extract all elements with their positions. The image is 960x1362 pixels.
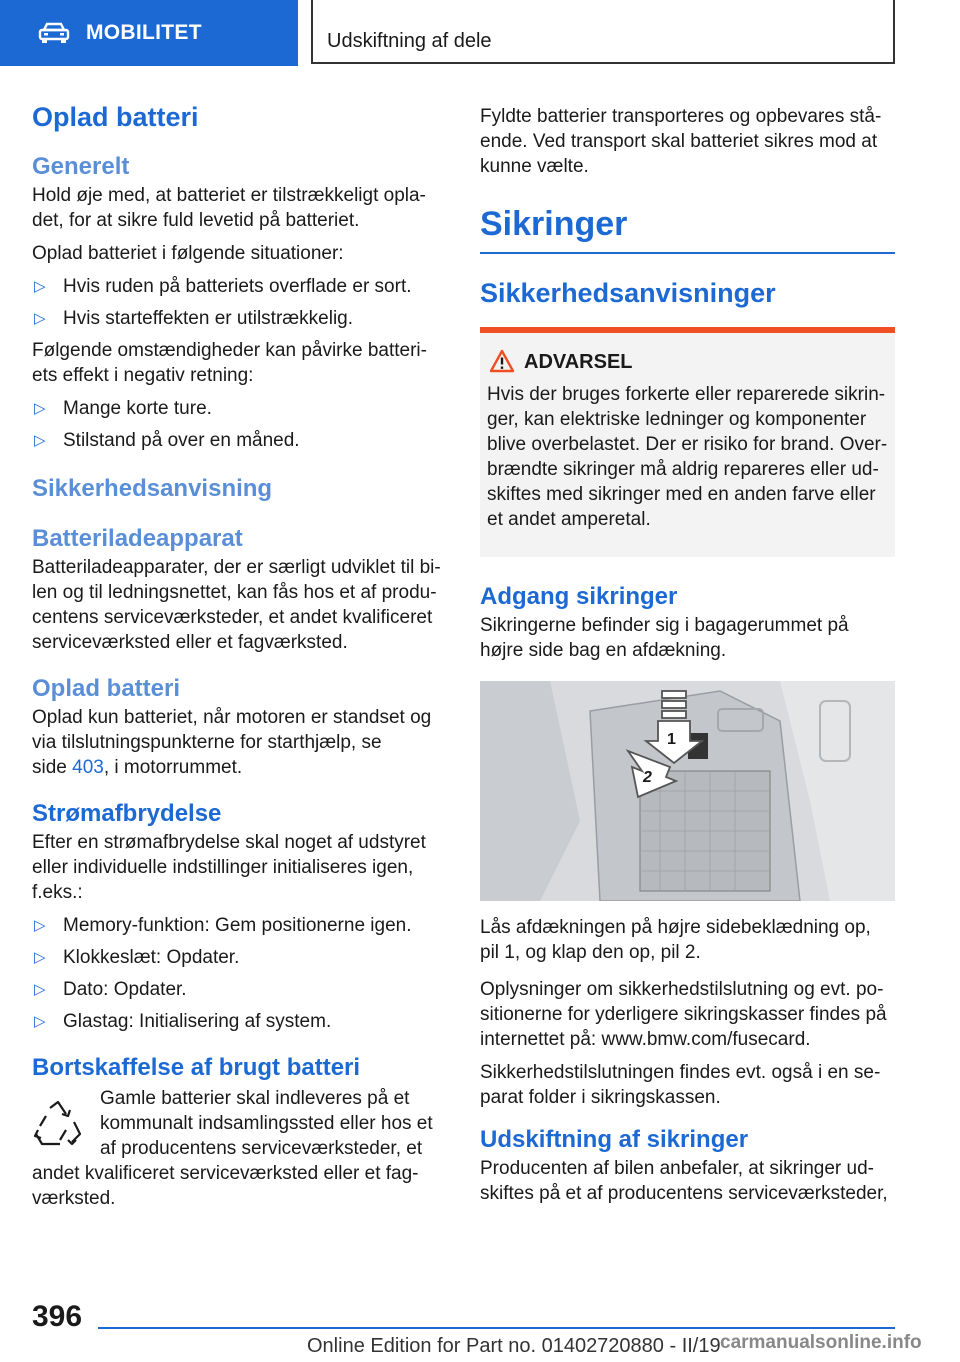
warning-box xyxy=(480,327,895,557)
page-title: Udskiftning af dele xyxy=(327,30,492,52)
heading-sikringer: Sikringer xyxy=(480,205,628,243)
list-item: ▷ Hvis starteffekten er utilstrækkelig. xyxy=(34,308,354,329)
bullet-triangle-icon: ▷ xyxy=(34,400,46,417)
paragraph-sikkerhedstilslutning: Sikkerhedstilslutningen findes evt. også i en se- parat folder i sikringskassen. xyxy=(480,1062,881,1108)
paragraph-situationer: Oplad batteriet i følgende situationer: xyxy=(32,243,344,264)
paragraph-adgang: Sikringerne befinder sig i bagagerummet på højre side bag en afdækning. xyxy=(480,615,849,661)
paragraph-las: Lås afdækningen på højre sidebeklædning op, pil 1, og klap den op, pil 2. xyxy=(480,917,871,963)
page-link-403[interactable]: 403 xyxy=(72,757,104,778)
warning-title: ADVARSEL xyxy=(524,351,633,373)
arrow-label-2: 2 xyxy=(643,769,652,786)
heading-generelt: Generelt xyxy=(32,153,130,180)
list-item: ▷ Dato: Opdater. xyxy=(34,979,187,1000)
footer-rule xyxy=(98,1327,895,1329)
heading-oplad-batteri: Oplad batteri xyxy=(32,102,199,132)
recycle-icon xyxy=(32,1100,84,1150)
paragraph-generelt: Hold øje med, at batteriet er tilstrækkeligt opla- det, for at sikre fuld levetid på batteriet. xyxy=(32,185,426,231)
heading-adgang-sikringer: Adgang sikringer xyxy=(480,583,678,610)
watermark: carmanualsonline.info xyxy=(720,1332,922,1353)
paragraph-omstaendigheder: Følgende omstændigheder kan påvirke batteri- ets effekt i negativ retning: xyxy=(32,340,427,386)
bullet-triangle-icon: ▷ xyxy=(34,310,46,327)
edition-text: Online Edition for Part no. 01402720880 - II/19 xyxy=(307,1335,721,1357)
list-item: ▷ Hvis ruden på batteriets overflade er sort. xyxy=(34,276,412,297)
heading-stromafbrydelse: Strømafbrydelse xyxy=(32,800,222,827)
paragraph-stromafbrydelse: Efter en strømafbrydelse skal noget af udstyret eller individuelle indstillinger initialiseres igen, f.eks.: xyxy=(32,832,426,903)
arrow-label-1: 1 xyxy=(667,731,676,748)
heading-oplad-batteri-2: Oplad batteri xyxy=(32,675,181,702)
paragraph-batteriladeapparat: Batteriladeapparater, der er særligt udviklet til bi- len og til ledningsnettet, kan fås hos et af produ- centens serviceværksteder, et andet kvalificeret serviceværksted eller et fagværksted. xyxy=(32,557,441,653)
left-column xyxy=(32,96,444,1211)
bullet-triangle-icon: ▷ xyxy=(34,981,46,998)
trunk-fuse-illustration xyxy=(480,681,895,901)
right-column xyxy=(480,104,895,1206)
paragraph-udskiftning: Producenten af bilen anbefaler, at sikringer ud- skiftes på et af producentens serviceværksteder, xyxy=(480,1158,888,1204)
warning-triangle-icon xyxy=(489,349,515,373)
heading-udskiftning-sikringer: Udskiftning af sikringer xyxy=(480,1126,749,1153)
paragraph-oplad-batteri: Oplad kun batteriet, når motoren er standset og via tilslutningspunkterne for starthjælp, se side 403, i motorrummet. xyxy=(32,707,432,778)
list-item: ▷ Memory-funktion: Gem positionerne igen. xyxy=(34,915,412,936)
page-title-tab xyxy=(311,0,895,64)
bullet-triangle-icon: ▷ xyxy=(34,949,46,966)
heading-sikkerhedsanvisning: Sikkerhedsanvisning xyxy=(32,475,273,502)
paragraph-bortskaffelse-a: Gamle batterier skal indleveres på et kommunalt indsamlingssted eller hos et af producentens serviceværksteder, et xyxy=(100,1088,433,1159)
section-tab xyxy=(0,0,298,66)
bullet-triangle-icon: ▷ xyxy=(34,432,46,449)
car-icon xyxy=(38,22,70,44)
page-header xyxy=(0,0,960,66)
bullet-triangle-icon: ▷ xyxy=(34,278,46,295)
warning-bar xyxy=(480,327,895,333)
disposal-block xyxy=(32,1086,444,1211)
list-item: ▷ Glastag: Initialisering af system. xyxy=(34,1011,332,1032)
bullet-triangle-icon: ▷ xyxy=(34,917,46,934)
list-item: ▷ Klokkeslæt: Opdater. xyxy=(34,947,240,968)
list-item: ▷ Mange korte ture. xyxy=(34,398,212,419)
paragraph-oplysninger: Oplysninger om sikkerhedstilslutning og evt. po- sitionerne for yderligere sikringskasser findes på internettet på: www.bmw.com/fusecard. xyxy=(480,979,887,1050)
heading-sikkerhedsanvisninger: Sikkerhedsanvisninger xyxy=(480,278,776,308)
heading-bortskaffelse: Bortskaffelse af brugt batteri xyxy=(32,1054,361,1081)
paragraph-fyldte-batterier: Fyldte batterier transporteres og opbevares stå- ende. Ved transport skal batteriet sikres mod at kunne vælte. xyxy=(480,106,882,177)
paragraph-bortskaffelse-b: andet kvalificeret serviceværksted eller et fag- værksted. xyxy=(32,1163,419,1209)
bullet-triangle-icon: ▷ xyxy=(34,1013,46,1030)
section-label: MOBILITET xyxy=(86,21,202,44)
warning-text: Hvis der bruges forkerte eller reparerede sikrin- ger, kan elektriske ledninger og komponenter blive overbelastet. Der er risiko for brand. Over- brændte sikringer må aldrig repareres eller ud- skiftes med sikringer med en anden farve eller et andet amperetal. xyxy=(487,384,888,530)
list-item: ▷ Stilstand på over en måned. xyxy=(34,430,300,451)
heading-batteriladeapparat: Batteriladeapparat xyxy=(32,525,243,552)
section-rule xyxy=(480,252,895,254)
page-number: 396 xyxy=(32,1300,83,1333)
